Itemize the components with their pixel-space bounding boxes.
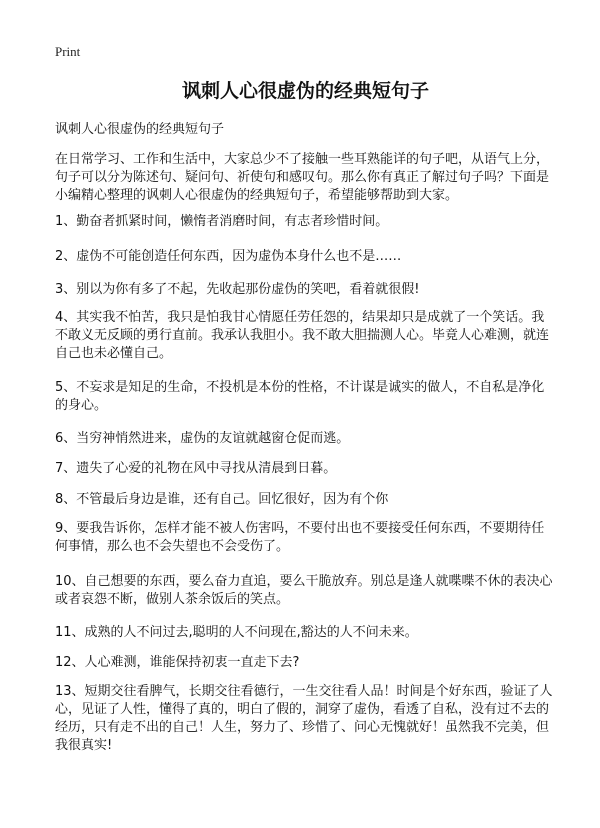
list-item-8: 8、不管最后身边是谁，还有自己。回忆很好，因为有个你	[55, 492, 389, 507]
list-item-3: 3、别以为你有多了不起，先收起那份虚伪的笑吧，看着就很假!	[55, 282, 420, 297]
print-link[interactable]: Print	[55, 44, 81, 59]
article-subtitle: 讽刺人心很虚伪的经典短句子	[55, 122, 225, 137]
list-item-7: 7、遗失了心爱的礼物在风中寻找从清晨到日暮。	[55, 461, 337, 476]
list-item-1: 1、勤奋者抓紧时间，懒惰者消磨时间，有志者珍惜时间。	[55, 214, 389, 229]
list-item-6: 6、当穷神悄然进来，虚伪的友谊就越窗仓促而逃。	[55, 431, 350, 446]
list-item-4: 4、其实我不怕苦，我只是怕我甘心情愿任劳任怨的，结果却只是成就了一个笑话。我不敢义无反顾的勇行直前。我承认我胆小。我不敢大胆揣测人心。毕竟人心难测，就连自己也未必懂自己。	[55, 310, 550, 361]
list-item-5: 5、不妄求是知足的生命，不投机是本份的性格，不计谋是诚实的做人，不自私是净化的身心。	[55, 380, 545, 413]
list-item-10: 10、自己想要的东西，要么奋力直追，要么干脆放弃。别总是逢人就喋喋不休的表决心或者哀怨不断，做别人茶余饭后的笑点。	[55, 574, 553, 607]
list-item-2: 2、虚伪不可能创造任何东西，因为虚伪本身什么也不是……	[55, 249, 402, 264]
list-item-13: 13、短期交往看脾气，长期交往看德行，一生交往看人品！时间是个好东西，验证了人心，见证了人性，懂得了真的，明白了假的，洞穿了虚伪，看透了自私，没有过不去的经历，只有走不出的自己！人生，努力了、珍惜了、问心无愧就好！虽然我不完美，但我很真实!	[55, 684, 553, 753]
list-item-12: 12、人心难测，谁能保持初衷一直走下去?	[55, 655, 300, 670]
article-title: 讽刺人心很虚伪的经典短句子	[181, 80, 429, 102]
list-item-11: 11、成熟的人不问过去,聪明的人不问现在,豁达的人不问未来。	[55, 625, 418, 640]
intro-paragraph: 在日常学习、工作和生活中，大家总少不了接触一些耳熟能详的句子吧，从语气上分，句子可以分为陈述句、疑问句、祈使句和感叹句。那么你有真正了解过句子吗？下面是小编精心整理的讽刺人心很虚伪的经典短句子，希望能够帮助到大家。	[55, 152, 550, 203]
list-item-9: 9、要我告诉你，怎样才能不被人伤害吗，不要付出也不要接受任何东西，不要期待任何事情，那么也不会失望也不会受伤了。	[55, 521, 545, 554]
